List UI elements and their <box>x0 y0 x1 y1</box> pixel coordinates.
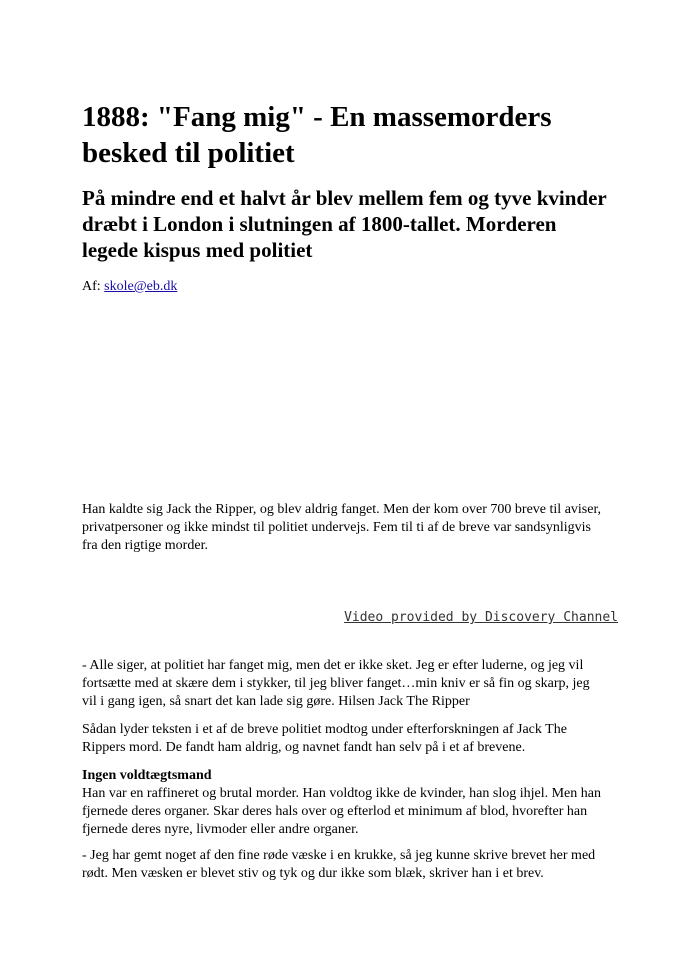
video-credit-link[interactable]: Video provided by Discovery Channel <box>344 610 618 625</box>
quote-paragraph-2: - Jeg har gemt noget af den fine røde væske i en krukke, så jeg kunne skrive brevet her med rødt. Men væsken er blevet stiv og tyk og dur ikke som blæk, skriver han i et brev. <box>82 848 596 881</box>
article-title: 1888: "Fang mig" - En massemorders besked til politiet <box>82 101 552 169</box>
section-subheading: Ingen voldtægtsmand <box>82 768 212 783</box>
byline-prefix: Af: <box>82 279 101 294</box>
body-paragraph-2: Sådan lyder teksten i et af de breve politiet modtog under efterforskningen af Jack The Rippers mord. De fandt ham aldrig, og navnet fandt han selv på i et af brevene. <box>82 722 567 755</box>
byline <box>82 278 177 296</box>
quote-paragraph-1: - Alle siger, at politiet har fanget mig, men det er ikke sket. Jeg er efter luderne, og jeg vil fortsætte med at skære dem i stykker, til jeg bliver fanget…min kniv er så fin og skarp, jeg vil i gang igen, så snart det kan lade sig gøre. Hilsen Jack The Ripper <box>82 658 590 709</box>
body-paragraph-3: Han var en raffineret og brutal morder. Han voldtog ikke de kvinder, han slog ihjel. Men han fjernede deres organer. Skar deres hals over og efterlod et minimum af blod, hvorefter han fjernede deres nyre, livmoder eller andre organer. <box>82 786 601 837</box>
section-ingen-voldtaegtsmand <box>82 767 602 839</box>
intro-paragraph: Han kaldte sig Jack the Ripper, og blev aldrig fanget. Men der kom over 700 breve til aviser, privatpersoner og ikke mindst til politiet undervejs. Fem til ti af de breve var sandsynligvis fra den rigtige morder. <box>82 502 602 553</box>
author-email-link[interactable]: skole@eb.dk <box>104 279 178 294</box>
article-subtitle: På mindre end et halvt år blev mellem fem og tyve kvinder dræbt i London i slutningen af 1800-tallet. Morderen legede kispus med politiet <box>82 186 607 262</box>
